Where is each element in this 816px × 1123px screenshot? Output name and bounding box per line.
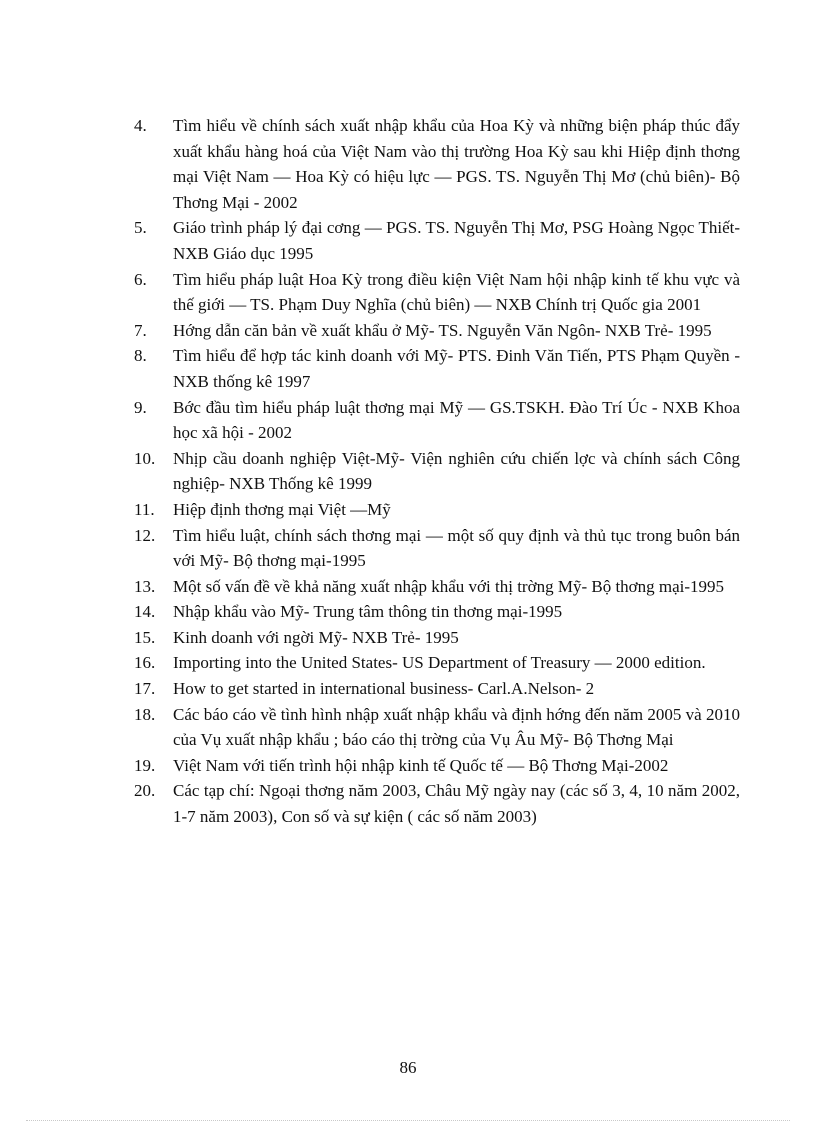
reference-text: Một số vấn đề về khả năng xuất nhập khẩu với thị trờng Mỹ- Bộ thơng mại-1995 [173,576,725,596]
reference-text-main: Việt Nam với tiến trình hội nhập kinh tế Quốc tế — Bộ Thơng Mại-2002 [173,755,669,775]
reference-number: 16. [134,653,156,673]
reference-number: 5. [134,218,147,238]
reference-item [134,343,740,394]
reference-text: Các tạp chí: Ngoại thơng năm 2003, Châu Mỹ ngày nay (các số 3, 4, 10 năm 2002, 1-7 năm 2003), Con số và sự kiện ( các số năm 2003) [173,781,740,827]
reference-number: 10. [134,448,156,468]
reference-text: Giáo trình pháp lý đại cơng — PGS. TS. Nguyễn Thị Mơ, PSG Hoàng Ngọc Thiết- NXB Giáo dục 1995 [173,218,740,263]
reference-text: Nhập khẩu vào Mỹ- Trung tâm thông tin thơng mại-1995 [173,602,563,622]
reference-item [134,523,740,574]
footer-divider [26,1120,790,1121]
reference-item [134,215,740,266]
reference-item [134,446,740,497]
reference-item [134,599,740,625]
reference-item [134,318,740,344]
reference-number: 4. [134,116,147,135]
reference-item [134,778,740,829]
reference-item [134,395,740,446]
reference-item [134,113,740,215]
reference-text [173,756,668,775]
reference-text: Tìm hiểu luật, chính sách thơng mại — một số quy định và thủ tục trong buôn bán với Mỹ- Bộ thơng mại-1995 [173,525,740,571]
reference-number: 17. [134,679,156,699]
reference-text: Hớng dẫn căn bản về xuất khẩu ở Mỹ- TS. Nguyễn Văn Ngôn- NXB Trẻ- 1995 [173,320,712,340]
reference-text: Các báo cáo về tình hình nhập xuất nhập khẩu và định hớng đến năm 2005 và 2010 của Vụ xuất nhập khẩu ; báo cáo thị trờng của Vụ Âu Mỹ- Bộ Thơng Mại [173,704,740,750]
reference-number: 7. [134,320,147,340]
reference-number: 11. [134,499,155,519]
reference-number: 15. [134,627,156,647]
reference-item [134,650,740,676]
reference-list [134,113,740,830]
reference-text: Tìm hiểu pháp luật Hoa Kỳ trong điều kiện Việt Nam hội nhập kinh tế khu vực và thế giới — TS. Phạm Duy Nghĩa (chủ biên) — NXB Chính trị Quốc gia 2001 [173,269,740,315]
reference-number: 9. [134,397,147,417]
reference-item [134,676,740,702]
reference-number: 6. [134,269,147,289]
reference-text: Importing into the United States- US Department of Treasury — 2000 edition. [173,653,706,673]
reference-text: Kinh doanh với ngời Mỹ- NXB Trẻ- 1995 [173,627,459,647]
reference-number: 18. [134,704,156,724]
reference-item [134,702,740,753]
page-number: 86 [399,1058,417,1077]
reference-text: Bớc đầu tìm hiểu pháp luật thơng mại Mỹ — GS.TSKH. Đào Trí Úc - NXB Khoa học xã hội - 2002 [173,397,740,443]
reference-item [134,497,740,523]
reference-item [134,574,740,600]
reference-number: 12. [134,525,156,545]
reference-item [134,625,740,651]
reference-number: 13. [134,576,156,596]
reference-text: How to get started in international business- Carl.A.Nelson- 2 [173,679,595,699]
reference-text: Nhịp cầu doanh nghiệp Việt-Mỹ- Viện nghiên cứu chiến lợc và chính sách Công nghiệp- NXB Thống kê 1999 [173,448,740,494]
reference-item [134,267,740,318]
reference-text: Tìm hiểu về chính sách xuất nhập khẩu của Hoa Kỳ và những biện pháp thúc đẩy xuất khẩu hàng hoá của Việt Nam vào thị trường Hoa Kỳ sau khi Hiệp định thơng mại Việt Nam — Hoa Kỳ có hiệu lực — PGS. TS. Nguyễn Thị Mơ (chủ biên)- Bộ Thơng Mại - 2002 [173,116,740,212]
reference-text: Hiệp định thơng mại Việt —Mỹ [173,499,391,519]
reference-number: 14. [134,602,156,622]
reference-number: 19. [134,755,156,775]
reference-number: 20. [134,781,156,801]
reference-number: 8. [134,346,147,366]
reference-item [134,753,740,779]
reference-text: Tìm hiểu để hợp tác kinh doanh với Mỹ- PTS. Đinh Văn Tiến, PTS Phạm Quyền - NXB thống kê 1997 [173,346,740,391]
